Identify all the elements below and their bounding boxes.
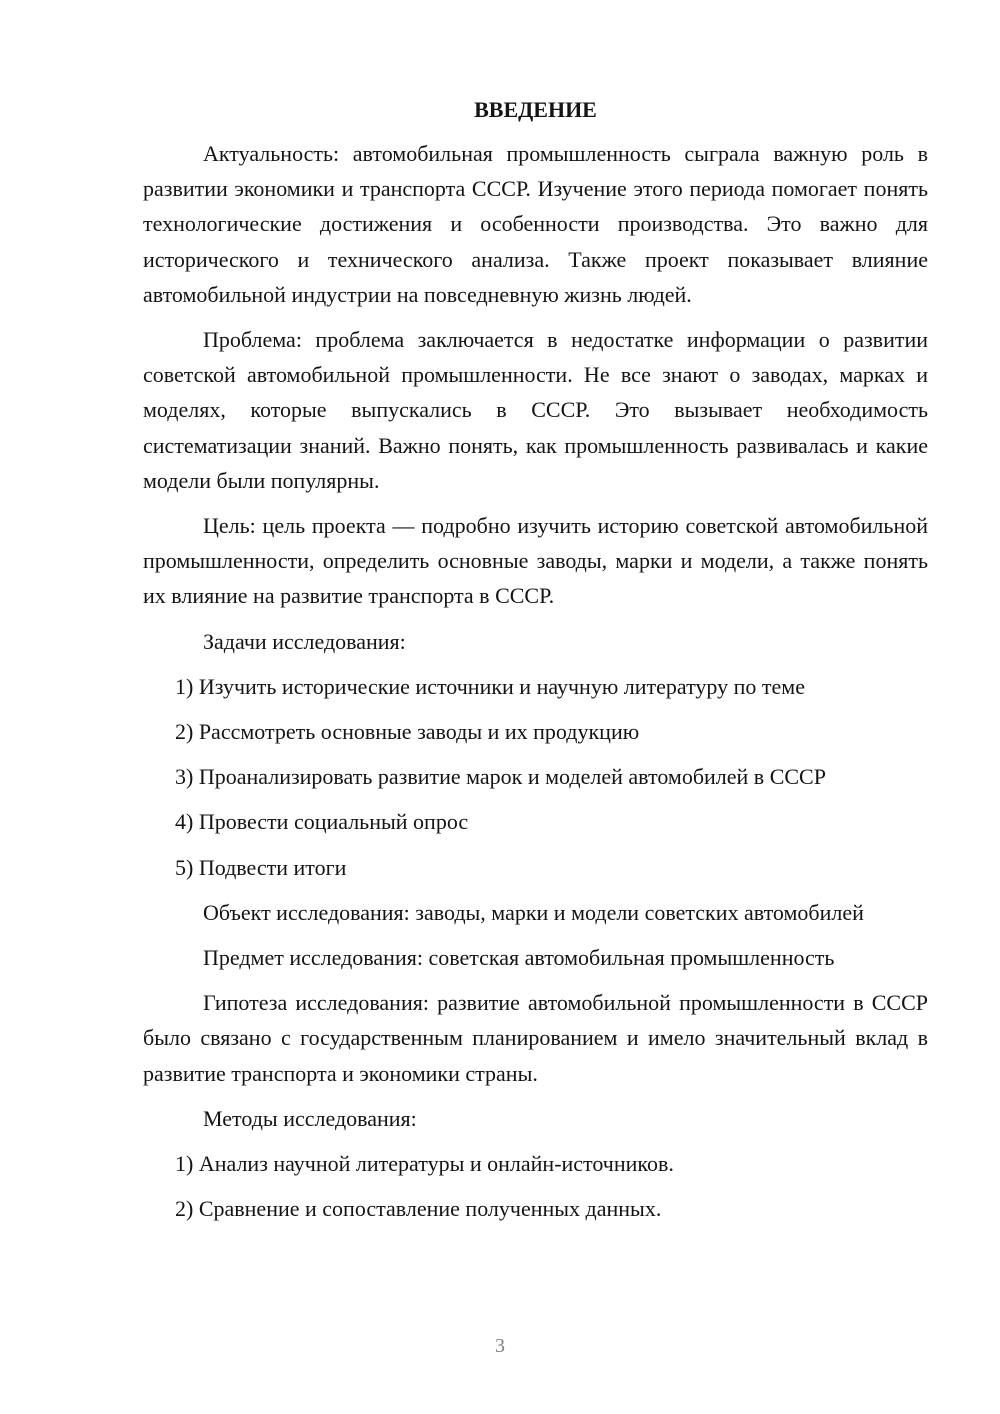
task-item: 4) Провести социальный опрос (175, 809, 469, 835)
goal-paragraph: Цель: цель проекта — подробно изучить историю советской автомобильной промышленности, определить основные заводы, марки и модели, а также понять их влияние на развитие транспорта в СССР. (143, 513, 928, 609)
subject-paragraph: Предмет исследования: советская автомобильная промышленность (203, 945, 835, 971)
task-item: 5) Подвести итоги (175, 854, 347, 880)
tasks-heading: Задачи исследования: (203, 628, 406, 654)
problem-paragraph: Проблема: проблема заключается в недостатке информации о развитии советской автомобильной промышленности. Не все знают о заводах, марках и моделях, которые выпускались в СССР. Это вызывает необходимость систематизации знаний. Важно понять, как промышленность развивалась и какие модели были популярны. (143, 327, 928, 493)
task-item: 2) Рассмотреть основные заводы и их продукцию (175, 719, 640, 745)
tasks-list (143, 669, 928, 885)
section-title: ВВЕДЕНИЕ (474, 97, 597, 122)
task-item: 3) Проанализировать развитие марок и моделей автомобилей в СССР (175, 764, 826, 790)
task-item: 1) Изучить исторические источники и научную литературу по теме (175, 673, 805, 699)
method-item: 2) Сравнение и сопоставление полученных данных. (175, 1196, 662, 1222)
document-page (143, 94, 928, 1236)
object-paragraph: Объект исследования: заводы, марки и модели советских автомобилей (203, 899, 864, 925)
page-number: 3 (495, 1335, 505, 1357)
relevance-paragraph: Актуальность: автомобильная промышленность сыграла важную роль в развитии экономики и транспорта СССР. Изучение этого периода помогает понять технологические достижения и особенности производства. Это важно для исторического и технического анализа. Также проект показывает влияние автомобильной индустрии на повседневную жизнь людей. (143, 141, 928, 307)
method-item: 1) Анализ научной литературы и онлайн-источников. (175, 1151, 674, 1177)
methods-heading: Методы исследования: (203, 1105, 417, 1131)
methods-list (143, 1146, 928, 1226)
hypothesis-paragraph: Гипотеза исследования: развитие автомобильной промышленности в СССР было связано с государственным планированием и имело значительный вклад в развитие транспорта и экономики страны. (143, 990, 928, 1086)
